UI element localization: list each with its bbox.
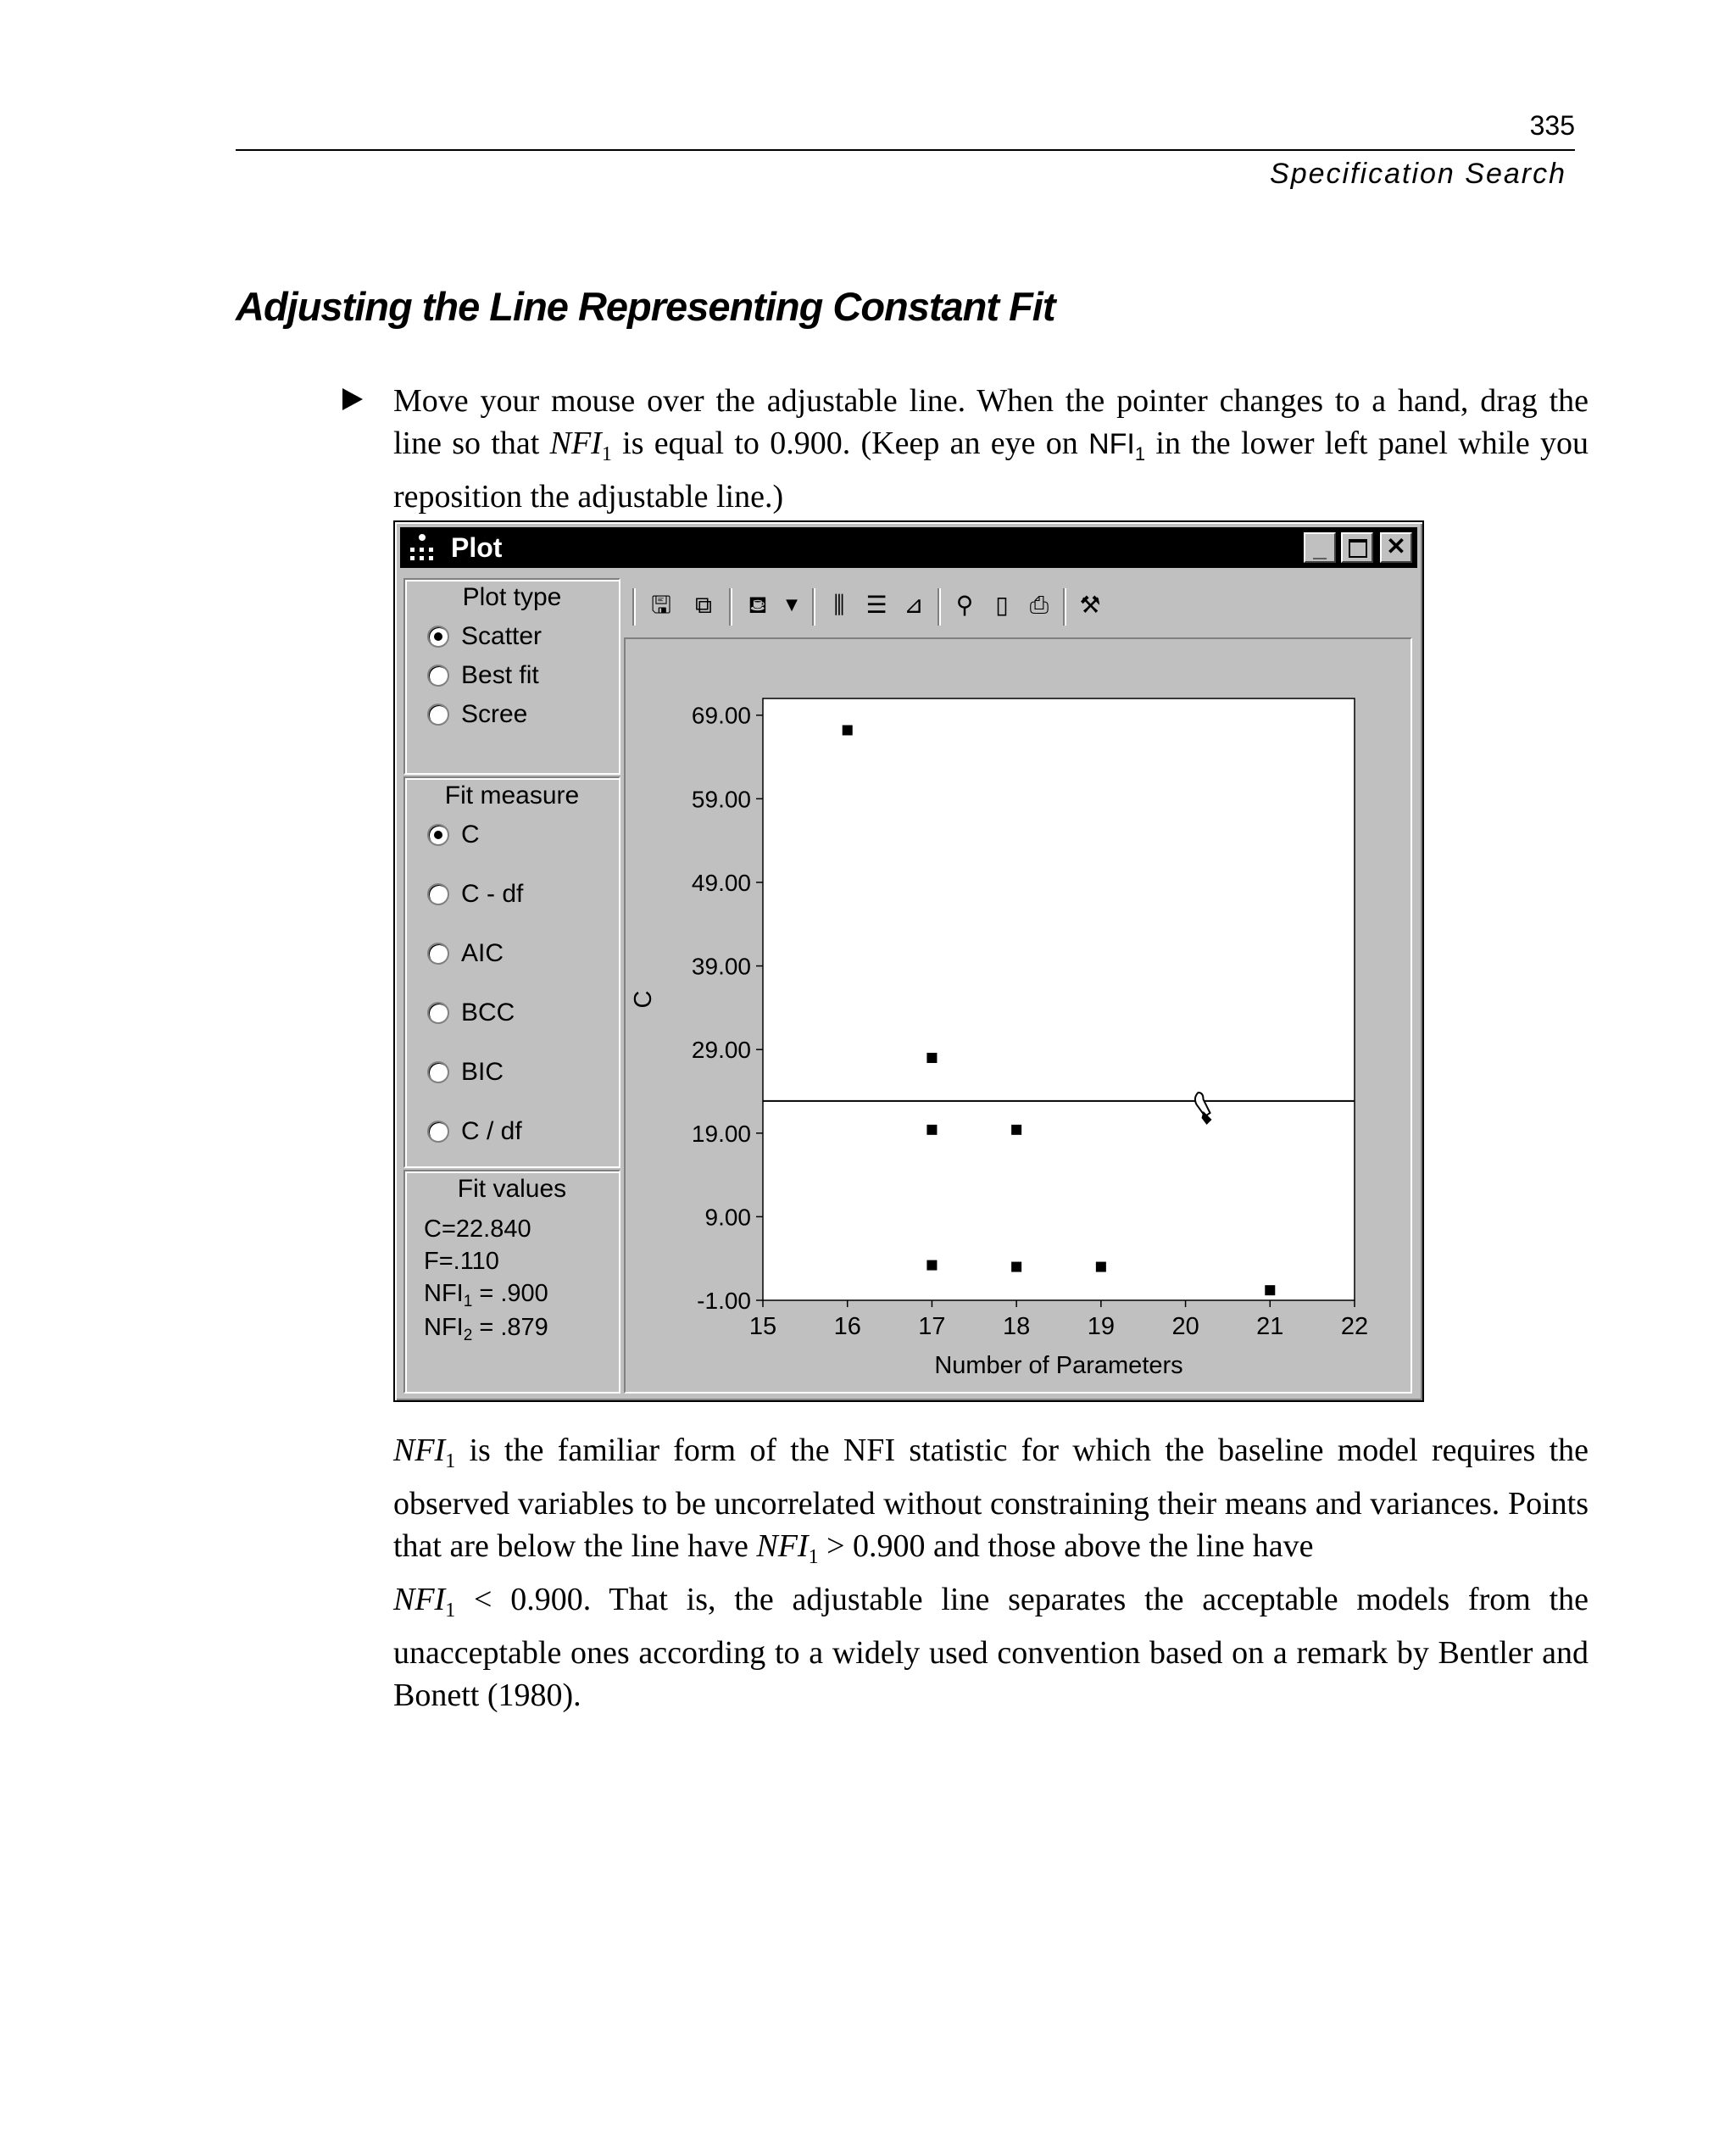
maximize-button[interactable] [1341, 532, 1373, 563]
plot-background [763, 698, 1355, 1300]
nfi-label: NFI [549, 426, 602, 461]
plot-window [393, 520, 1424, 1402]
explanation-part-2: > 0.900 and those above the line have [818, 1528, 1314, 1564]
x-tick-label: 17 [918, 1313, 946, 1340]
window-title: Plot [451, 532, 503, 563]
instruction-text [393, 380, 1589, 518]
nfi2-label: NFI [424, 1314, 464, 1341]
radio-selected-icon [427, 626, 449, 648]
bullet-arrow-icon [342, 388, 363, 410]
radio-selected-icon [427, 824, 449, 846]
toolbar-separator [938, 588, 939, 626]
radio-label: AIC [461, 939, 504, 967]
scatter-point [926, 1053, 937, 1063]
nfi-label: NFI [393, 1433, 446, 1468]
radio-icon [427, 883, 449, 905]
nfi-sans-label: NFI [1088, 428, 1135, 460]
instruction-part-2: is equal to 0.900. (Keep an eye on [611, 426, 1089, 461]
x-tick-label: 18 [1003, 1313, 1031, 1340]
running-title: Specification Search [1270, 158, 1566, 190]
radio-label: C / df [461, 1117, 522, 1145]
plot-type-title: Plot type [462, 583, 562, 611]
radio-label: C [461, 821, 480, 849]
section-heading: Adjusting the Line Representing Constant Fit [236, 284, 1055, 329]
nfi-italic [756, 1528, 819, 1568]
fit-value-nfi1 [424, 1280, 548, 1311]
nfi-italic [393, 1433, 456, 1472]
radio-bic[interactable] [427, 1058, 504, 1087]
radio-label: BCC [461, 999, 515, 1027]
dropdown-arrow-icon[interactable]: ▼ [786, 596, 798, 614]
nfi-italic [549, 426, 612, 465]
explanation-part-3: < 0.900. That is, the adjustable line separates the acceptable models from the unacceptable ones according to a widely used convention based on a remark by Bentler and Bonett (1980). [393, 1582, 1589, 1713]
nfi1-label: NFI [424, 1280, 464, 1307]
print-icon[interactable]: ⎙ [1029, 591, 1049, 619]
nfi1-subscript: 1 [463, 1293, 473, 1310]
scatter-point [1265, 1285, 1275, 1295]
radio-icon [427, 1121, 449, 1143]
toolbar-separator [812, 588, 814, 626]
x-tick-label: 20 [1171, 1313, 1199, 1340]
nfi-subscript: 1 [445, 1450, 456, 1472]
instruction-part-3: in the lower left panel while you reposition the adjustable line.) [393, 426, 1589, 515]
minimize-button[interactable]: _ [1304, 532, 1336, 563]
radio-icon [427, 943, 449, 965]
scatter-point [926, 1125, 937, 1135]
nfi-label: NFI [756, 1528, 809, 1564]
explanation-part-1: is the familiar form of the NFI statistic for which the baseline model requires the observed variables to be uncorrelated without constraining their means and variances. Points that are below the line have [393, 1433, 1589, 1564]
plot-type-panel [403, 578, 620, 775]
nfi-sans-subscript: 1 [1134, 443, 1146, 465]
radio-icon [427, 1061, 449, 1083]
toolbar-separator [729, 588, 731, 626]
fit-value-f: F=.110 [424, 1248, 499, 1275]
plot-area [624, 637, 1412, 1394]
radio-c-over-df[interactable] [427, 1117, 522, 1146]
print-preview-icon[interactable]: ▯ [995, 591, 1009, 619]
maximize-icon [1349, 539, 1367, 558]
radio-scree[interactable] [427, 700, 527, 729]
nfi2-value: = .879 [472, 1314, 548, 1341]
zoom-icon[interactable]: ⚲ [955, 591, 974, 619]
close-button[interactable]: ✕ [1380, 532, 1412, 563]
x-tick-label: 21 [1256, 1313, 1284, 1340]
app-icon [407, 532, 437, 563]
radio-icon [427, 1002, 449, 1024]
radio-label: Scatter [461, 622, 542, 650]
y-tick-label: 49.00 [691, 869, 751, 896]
radio-icon [427, 665, 449, 687]
nfi-label: NFI [393, 1582, 446, 1617]
scatter-point [1096, 1262, 1106, 1272]
page-number: 335 [1529, 110, 1575, 141]
radio-best-fit[interactable] [427, 661, 539, 690]
radio-c[interactable] [427, 821, 480, 849]
toolbar-grip [632, 588, 634, 626]
radio-bcc[interactable] [427, 999, 515, 1027]
copy-icon[interactable]: ⧉ [695, 591, 712, 619]
y-tick-label: -1.00 [697, 1288, 751, 1314]
y-tick-label: 69.00 [691, 702, 751, 729]
horizontal-grid-icon[interactable]: ☰ [865, 591, 887, 619]
x-tick-label: 15 [748, 1313, 777, 1340]
paint-bucket-icon[interactable]: ⛾ [748, 591, 768, 619]
header-rule [236, 149, 1575, 151]
radio-scatter[interactable] [427, 622, 542, 651]
fit-values-title: Fit values [457, 1175, 567, 1203]
y-tick-label: 9.00 [704, 1204, 751, 1231]
fit-measure-panel [403, 776, 620, 1168]
x-tick-label: 16 [833, 1313, 861, 1340]
radio-label: Scree [461, 700, 528, 728]
properties-hammer-icon[interactable]: ⚒ [1079, 591, 1101, 619]
instruction-part-1: Move your mouse over the adjustable line. When the pointer changes to a hand, drag the line so that [393, 383, 1589, 461]
fit-value-nfi2 [424, 1314, 548, 1345]
radio-label: BIC [461, 1058, 504, 1086]
nfi-subscript: 1 [445, 1600, 456, 1622]
nfi-subscript: 1 [808, 1546, 819, 1568]
axis-scale-icon[interactable]: ⊿ [904, 591, 924, 619]
radio-c-df[interactable] [427, 880, 523, 909]
fit-value-c: C=22.840 [424, 1216, 531, 1243]
scatter-point [1011, 1125, 1021, 1135]
x-tick-label: 22 [1340, 1313, 1369, 1340]
nfi-sans [1088, 428, 1146, 465]
x-axis-label: Number of Parameters [934, 1352, 1183, 1379]
radio-label: Best fit [461, 661, 539, 689]
nfi-italic [393, 1582, 456, 1622]
y-tick-label: 59.00 [691, 786, 751, 813]
nfi1-value: = .900 [472, 1280, 548, 1307]
toolbar-separator [1063, 588, 1065, 626]
scatter-point [1011, 1262, 1021, 1272]
radio-label: C - df [461, 880, 524, 908]
scatter-point [843, 725, 853, 735]
radio-icon [427, 704, 449, 726]
scatter-point [926, 1260, 937, 1271]
nfi-subscript: 1 [601, 443, 612, 465]
toolbar [624, 578, 1412, 639]
x-tick-label: 19 [1087, 1313, 1115, 1340]
save-icon[interactable]: 🖫 [651, 591, 671, 619]
scatter-chart[interactable] [626, 639, 1410, 1392]
instruction-bullet [342, 380, 1589, 518]
y-tick-label: 29.00 [691, 1037, 751, 1064]
fit-measure-title: Fit measure [444, 782, 580, 810]
nfi2-subscript: 2 [463, 1327, 473, 1344]
title-bar[interactable] [400, 527, 1417, 568]
explanation-paragraph [393, 1429, 1589, 1716]
vertical-grid-icon[interactable]: ⫼ [833, 591, 845, 619]
y-axis-label: C [630, 990, 657, 1009]
fit-values-panel [403, 1170, 620, 1394]
y-tick-label: 39.00 [691, 953, 751, 980]
y-tick-label: 19.00 [691, 1120, 751, 1147]
radio-aic[interactable] [427, 939, 504, 968]
